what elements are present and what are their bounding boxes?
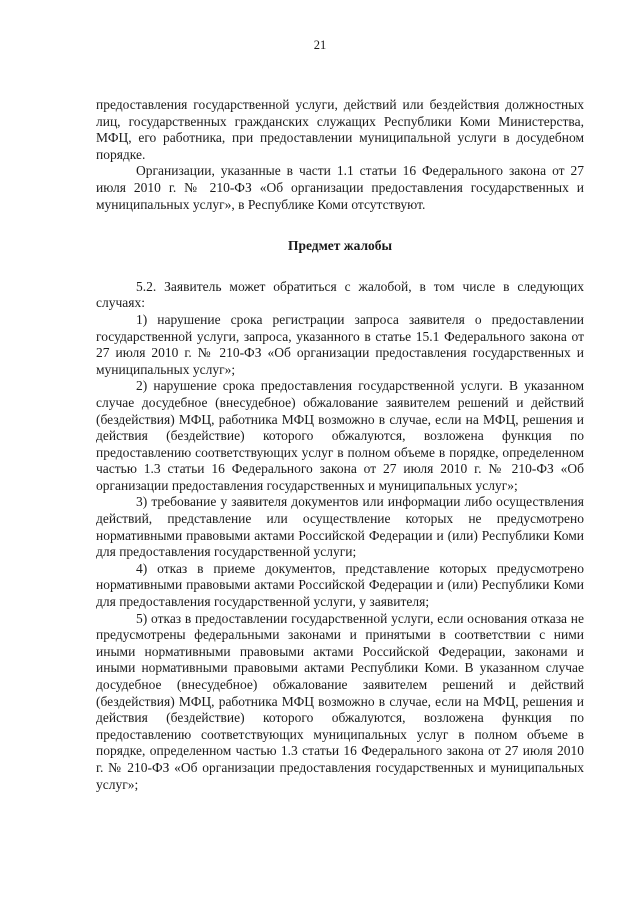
intro-paragraph: предоставления государственной услуги, действий или бездействия должностных лиц, государственных гражданских служащих Республики Коми Министерства, МФЦ, его работника, при предоставлении муниципальной услуги в досудебном порядке. xyxy=(96,97,584,162)
section-intro-paragraph: 5.2. Заявитель может обратиться с жалобой, в том числе в следующих случаях: xyxy=(96,278,584,311)
list-item: 1) нарушение срока регистрации запроса заявителя о предоставлении государственной услуги, запроса, указанного в статье 15.1 Федерального закона от 27 июля 2010 г. № 210-ФЗ «Об организации предоставления государственных и муниципальных услуг»; xyxy=(96,311,584,377)
list-item: 5) отказ в предоставлении государственной услуги, если основания отказа не предусмотрены федеральными законами и принятыми в соответствии с ними иными нормативными правовыми актами Российской Федерации, законами и иными нормативными правовыми актами Республики Коми. В указанном случае досудебное (внесудебное) обжалование заявителем решений и действий (бездействия) МФЦ, работника МФЦ возможно в случае, если на МФЦ, решения и действия (бездействие) которого обжалуются, возложена функция по предоставлению соответствующих муниципальных услуг в полном объеме в порядке, определенном частью 1.3 статьи 16 Федерального закона от 27 июля 2010 г. № 210-ФЗ «Об организации предоставления государственных и муниципальных услуг»; xyxy=(96,610,584,792)
section-heading: Предмет жалобы xyxy=(287,238,393,254)
page-number: 21 xyxy=(313,38,327,52)
list-item: 3) требование у заявителя документов или информации либо осуществления действий, представление или осуществление которых не предусмотрено нормативными правовыми актами Российской Федерации и (или) Республики Коми для предоставления государственной услуги; xyxy=(96,494,584,560)
list-item: 4) отказ в приеме документов, представление которых предусмотрено нормативными правовыми актами Российской Федерации и (или) Республики Коми для предоставления государственной услуги, у заявителя; xyxy=(96,560,584,610)
list-item: 2) нарушение срока предоставления государственной услуги. В указанном случае досудебное (внесудебное) обжалование заявителем решений и действий (бездействия) МФЦ, работника МФЦ возможно в случае, если на МФЦ, решения и действия (бездействие) которого обжалуются, возложена функция по предоставлению соответствующих услуг в полном объеме в порядке, определенном частью 1.3 статьи 16 Федерального закона от 27 июля 2010 г. № 210-ФЗ «Об организации предоставления государственных и муниципальных услуг»; xyxy=(96,378,584,493)
document-body xyxy=(96,97,584,793)
organizations-paragraph: Организации, указанные в части 1.1 статьи 16 Федерального закона от 27 июля 2010 г. № 210-ФЗ «Об организации предоставления государственных и муниципальных услуг», в Республике Коми отсутствуют. xyxy=(96,163,584,212)
